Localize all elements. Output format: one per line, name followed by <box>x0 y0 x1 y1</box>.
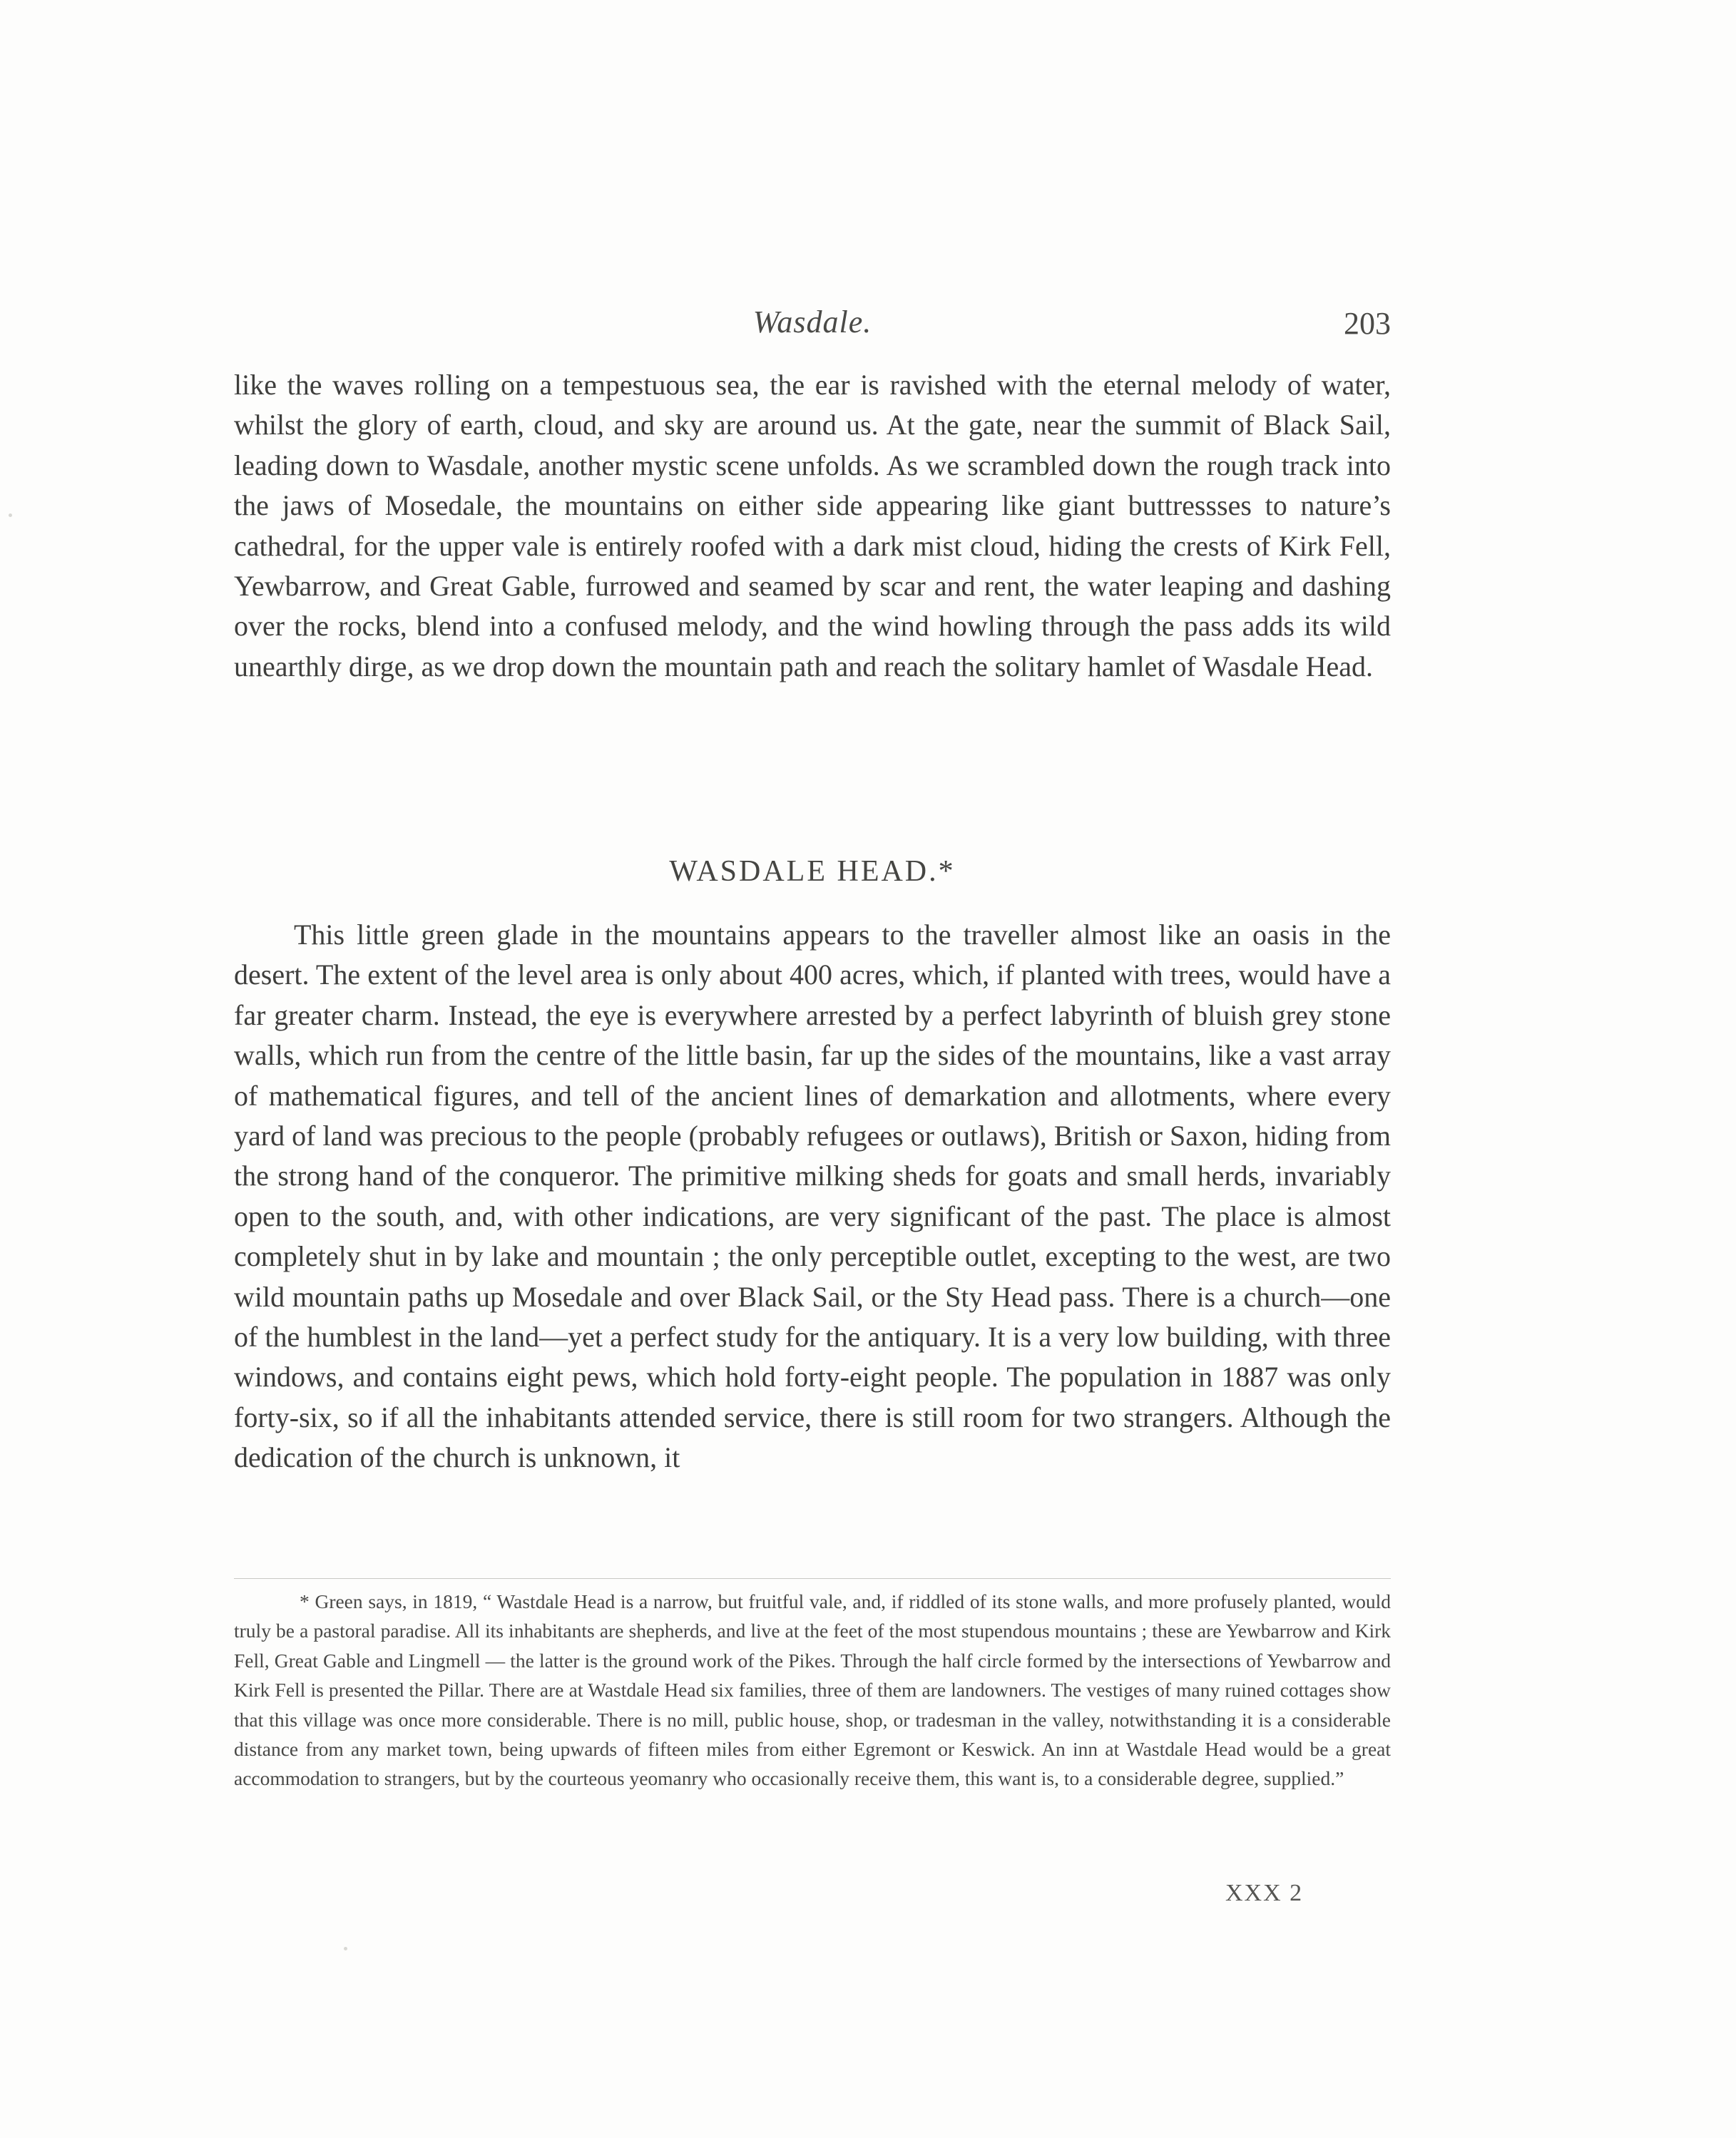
section-heading: WASDALE HEAD.* <box>669 855 956 888</box>
footnote <box>234 1587 1391 1794</box>
running-head <box>234 298 1391 348</box>
paragraph-text: like the waves rolling on a tempestuous sea, the ear is ravished with the eternal melody of water, whilst the glory of earth, cloud, and sky are around us. At the gate, near the summit of Black Sail, leading down to Wasdale, another mystic scene unfolds. As we scrambled down the rough track into the jaws of Mosedale, the mountains on either side appearing like giant buttressses to nature’s cathedral, for the upper vale is entirely roofed with a dark mist cloud, hiding the crests of Kirk Fell, Yewbarrow, and Great Gable, furrowed and seamed by scar and rent, the water leaping and dashing over the rocks, blend into a confused melody, and the wind howling through the pass adds its wild unearthly dirge, as we drop down the mountain path and reach the solitary hamlet of Wasdale Head. <box>234 369 1391 682</box>
section-paragraph <box>234 915 1391 1478</box>
running-title: Wasdale. <box>752 305 872 339</box>
page-number: 203 <box>1344 306 1391 341</box>
footnote-text: * Green says, in 1819, “ Wastdale Head is a narrow, but fruitful vale, and, if riddled of its stone walls, and more profusely planted, would truly be a pastoral paradise. All its inhabitants are shepherds, and live at the feet of the most stupendous mountains ; these are Yewbarrow and Kirk Fell, Great Gable and Lingmell — the latter is the ground work of the Pikes. Through the half circle formed by the intersections of Yewbarrow and Kirk Fell is presented the Pillar. There are at Wastdale Head six families, three of them are landowners. The vestiges of many ruined cottages show that this village was once more considerable. There is no mill, public house, shop, or tradesman in the valley, notwithstanding it is a considerable distance from any market town, being upwards of fifteen miles from either Egremont or Keswick. An inn at Wastdale Head would be a great accommodation to strangers, but by the courteous yeomanry who occasionally receive them, this want is, to a considerable degree, supplied.” <box>234 1590 1391 1790</box>
paper-speck <box>9 513 12 517</box>
signature-mark: XXX 2 <box>1225 1880 1304 1906</box>
footnote-divider <box>234 1578 1391 1579</box>
paper-speck <box>344 1947 347 1950</box>
paragraph-text: This little green glade in the mountains appears to the traveller almost like an oasis in the desert. The extent of the level area is only about 400 acres, which, if planted with trees, would have a far greater charm. Instead, the eye is everywhere arrested by a perfect labyrinth of bluish grey stone walls, which run from the centre of the little basin, far up the sides of the mountains, like a vast array of mathematical figures, and tell of the ancient lines of demarkation and allotments, where every yard of land was precious to the people (probably refugees or outlaws), British or Saxon, hiding from the strong hand of the conqueror. The primitive milking sheds for goats and small herds, invariably open to the south, and, with other indications, are very significant of the past. The place is almost completely shut in by lake and mountain ; the only perceptible outlet, excepting to the west, are two wild mountain paths up Mosedale and over Black Sail, or the Sty Head pass. There is a church—one of the humblest in the land—yet a perfect study for the antiquary. It is a very low building, with three windows, and contains eight pews, which hold forty-eight people. The population in 1887 was only forty-six, so if all the inhabitants attended service, there is still room for two strangers. Although the dedication of the church is unknown, it <box>234 919 1391 1474</box>
continued-paragraph <box>234 365 1391 687</box>
